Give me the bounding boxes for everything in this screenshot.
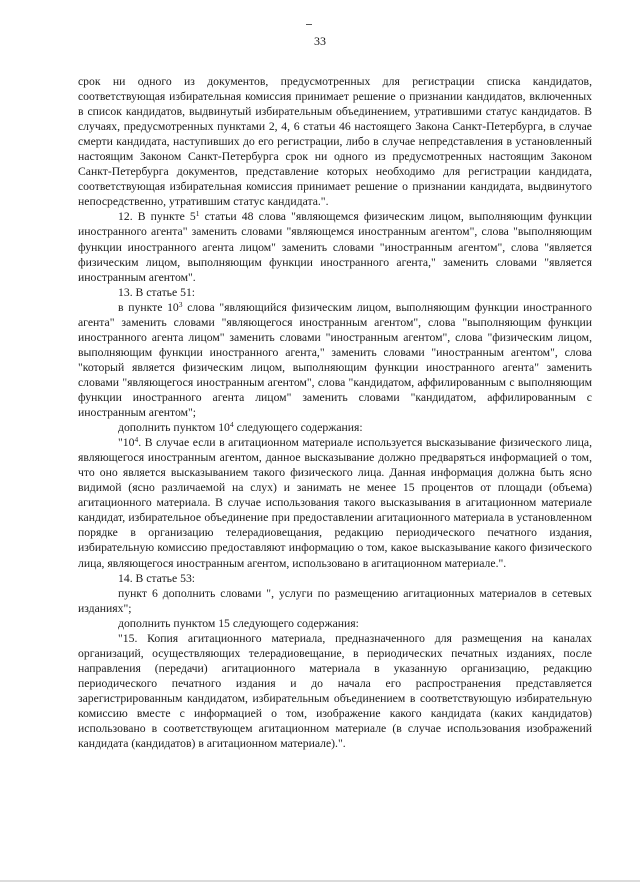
scan-mark xyxy=(306,24,312,25)
superscript: 3 xyxy=(178,299,183,309)
paragraph-point-10-4-text: "$10^4$. В случае если в агитационном материале используется высказывание физического лица, являющегося иностранным агентом, данное высказывание должно предваряться информацией о том, что оно является высказыванием такого физического лица. Данная информация должна быть ясно видимой (ясно различаемой на слух) и занимать не менее 15 процентов от площади (объема) агитационного материала. В случае использования такого высказывания в агитационном материале кандидат, избирательное объединение при предоставлении агитационного материала в установленном порядке в организацию телерадиовещания, редакцию периодического печатного издания, избирательную комиссию предоставляют информацию о том, какое высказывание какого физического лица, являющегося иностранным агентом, использовано в агитационном материале.". xyxy=(78,435,592,570)
superscript: 1 xyxy=(195,209,200,219)
page-number: 33 xyxy=(314,34,326,48)
paragraph-point-15-text: "15. Копия агитационного материала, предназначенного для размещения на каналах организаций, осуществляющих телерадиовещание, в периодических печатных изданиях, после направления (передачи) агитационного материала в указанную организацию, редакцию периодического печатного издания и до начала его распространения представляется зарегистрированным кандидатом, избирательным объединением в соответствующую избирательную комиссию вместе с информацией о том, изображение какого кандидата (каких кандидатов) использовано в соответствующем агитационном материале (в случае использования изображений кандидата (кандидатов) в агитационном материале).". xyxy=(78,631,592,751)
superscript: 4 xyxy=(229,420,234,430)
paragraph-item-14-point-6: пункт 6 дополнить словами ", услуги по размещению агитационных материалов в сетевых изданиях"; xyxy=(78,586,592,615)
paragraph-item-12: 12. В пункте $5^1$ статьи 48 слова "являющемся физическим лицом, выполняющим функции иностранного агента" заменить словами "являющемся иностранным агентом", слова "выполняющим функции иностранного агента лицом" заменить словами "иностранным агентом", слова "является физическим лицом, выполняющим функции иностранного агента," заменить словами "является иностранным агентом". xyxy=(78,209,593,284)
paragraph-continuation: срок ни одного из документов, предусмотренных для регистрации списка кандидатов, соответствующая избирательная комиссия принимает решение о признании кандидатов, включенных в список кандидатов, выдвинутый избирательным объединением, утратившими статус кандидатов. В случаях, предусмотренных пунктами 2, 4, 6 статьи 46 настоящего Закона Санкт-Петербурга, в случае смерти кандидата, наступивших до его регистрации, либо в случае непредставления в установленный настоящим Законом Санкт-Петербурга срок ни одного из предусмотренных настоящим Законом Санкт-Петербурга документов, представление которых необходимо для регистрации кандидата, соответствующая избирательная комиссия принимает решение о признании кандидата, выдвинутого непосредственно, утратившим статус кандидата.". xyxy=(78,75,592,209)
superscript: 4 xyxy=(134,435,139,445)
paragraph-add-point-10-4: дополнить пунктом $10^4$ следующего содержания: xyxy=(118,420,363,435)
paragraph-item-13-point-10-3: в пункте $10^3$ слова "являющийся физическим лицом, выполняющим функции иностранного агента" заменить словами "являющегося иностранным агентом", слова "выполняющим функции иностранного агента лицом" заменить словами "иностранным агентом", слова "физическим лицом, выполняющим функции иностранного агента," заменить словами "иностранным агентом", слова "который является физическим лицом, выполняющим функции иностранного агента" заменить словами "являющегося иностранным агентом", слова "кандидатом, аффилированным с выполняющим функции иностранного агента лицом" заменить словами "кандидатом, аффилированным с иностранным агентом"; xyxy=(78,299,592,420)
paragraph-item-14-heading: 14. В статье 53: xyxy=(118,571,196,585)
document-body xyxy=(78,74,592,751)
paragraph-item-13-heading: 13. В статье 51: xyxy=(118,285,196,299)
paragraph-add-point-15: дополнить пунктом 15 следующего содержания: xyxy=(118,616,359,630)
